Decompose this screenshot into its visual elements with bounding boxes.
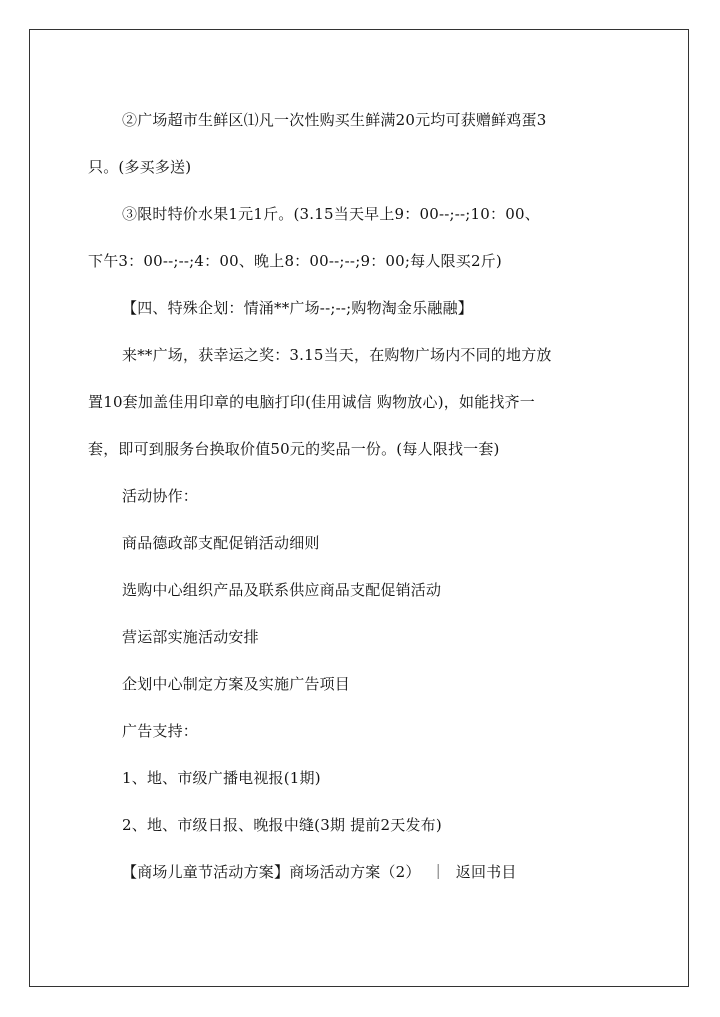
- paragraph-line: ③限时特价水果1元1斤。(3.15当天早上9：00--;--;10：00、: [122, 205, 540, 223]
- document-body: [88, 97, 634, 896]
- paragraph-line: 广告支持：: [122, 722, 199, 740]
- paragraph-line: 下午3：00--;--;4：00、晚上8：00--;--;9：00;每人限买2斤): [88, 252, 502, 270]
- back-to-index-link[interactable]: 返回书目: [455, 863, 517, 881]
- paragraph-line: 2、地、市级日报、晚报中缝(3期 提前2天发布): [122, 816, 442, 834]
- paragraph-line: 置10套加盖佳用印章的电脑打印(佳用诚信 购物放心)，如能找齐一: [88, 393, 535, 411]
- paragraph-line: 选购中心组织产品及联系供应商品支配促销活动: [122, 581, 442, 599]
- paragraph-line: ②广场超市生鲜区⑴凡一次性购买生鲜满20元均可获赠鲜鸡蛋3: [122, 111, 547, 129]
- current-article-link[interactable]: 商场活动方案（2）: [289, 863, 421, 881]
- paragraph-line: 来**广场，获幸运之奖：3.15当天，在购物广场内不同的地方放: [122, 346, 552, 364]
- paragraph-line: 活动协作：: [122, 487, 199, 505]
- paragraph-line: 商品德政部支配促销活动细则: [122, 534, 320, 552]
- paragraph-line: 只。(多买多送): [88, 158, 192, 176]
- prev-article-link[interactable]: 【商场儿童节活动方案】: [122, 863, 290, 881]
- paragraph-line: 企划中心制定方案及实施广告项目: [122, 675, 351, 693]
- section-heading: 【四、特殊企划：情涌**广场--;--;购物淘金乐融融】: [122, 299, 473, 317]
- document-nav: [88, 849, 634, 896]
- nav-separator: ｜: [430, 863, 446, 881]
- paragraph-line: 营运部实施活动安排: [122, 628, 259, 646]
- paragraph-line: 套，即可到服务台换取价值50元的奖品一份。(每人限找一套): [88, 440, 500, 458]
- paragraph-line: 1、地、市级广播电视报(1期): [122, 769, 321, 787]
